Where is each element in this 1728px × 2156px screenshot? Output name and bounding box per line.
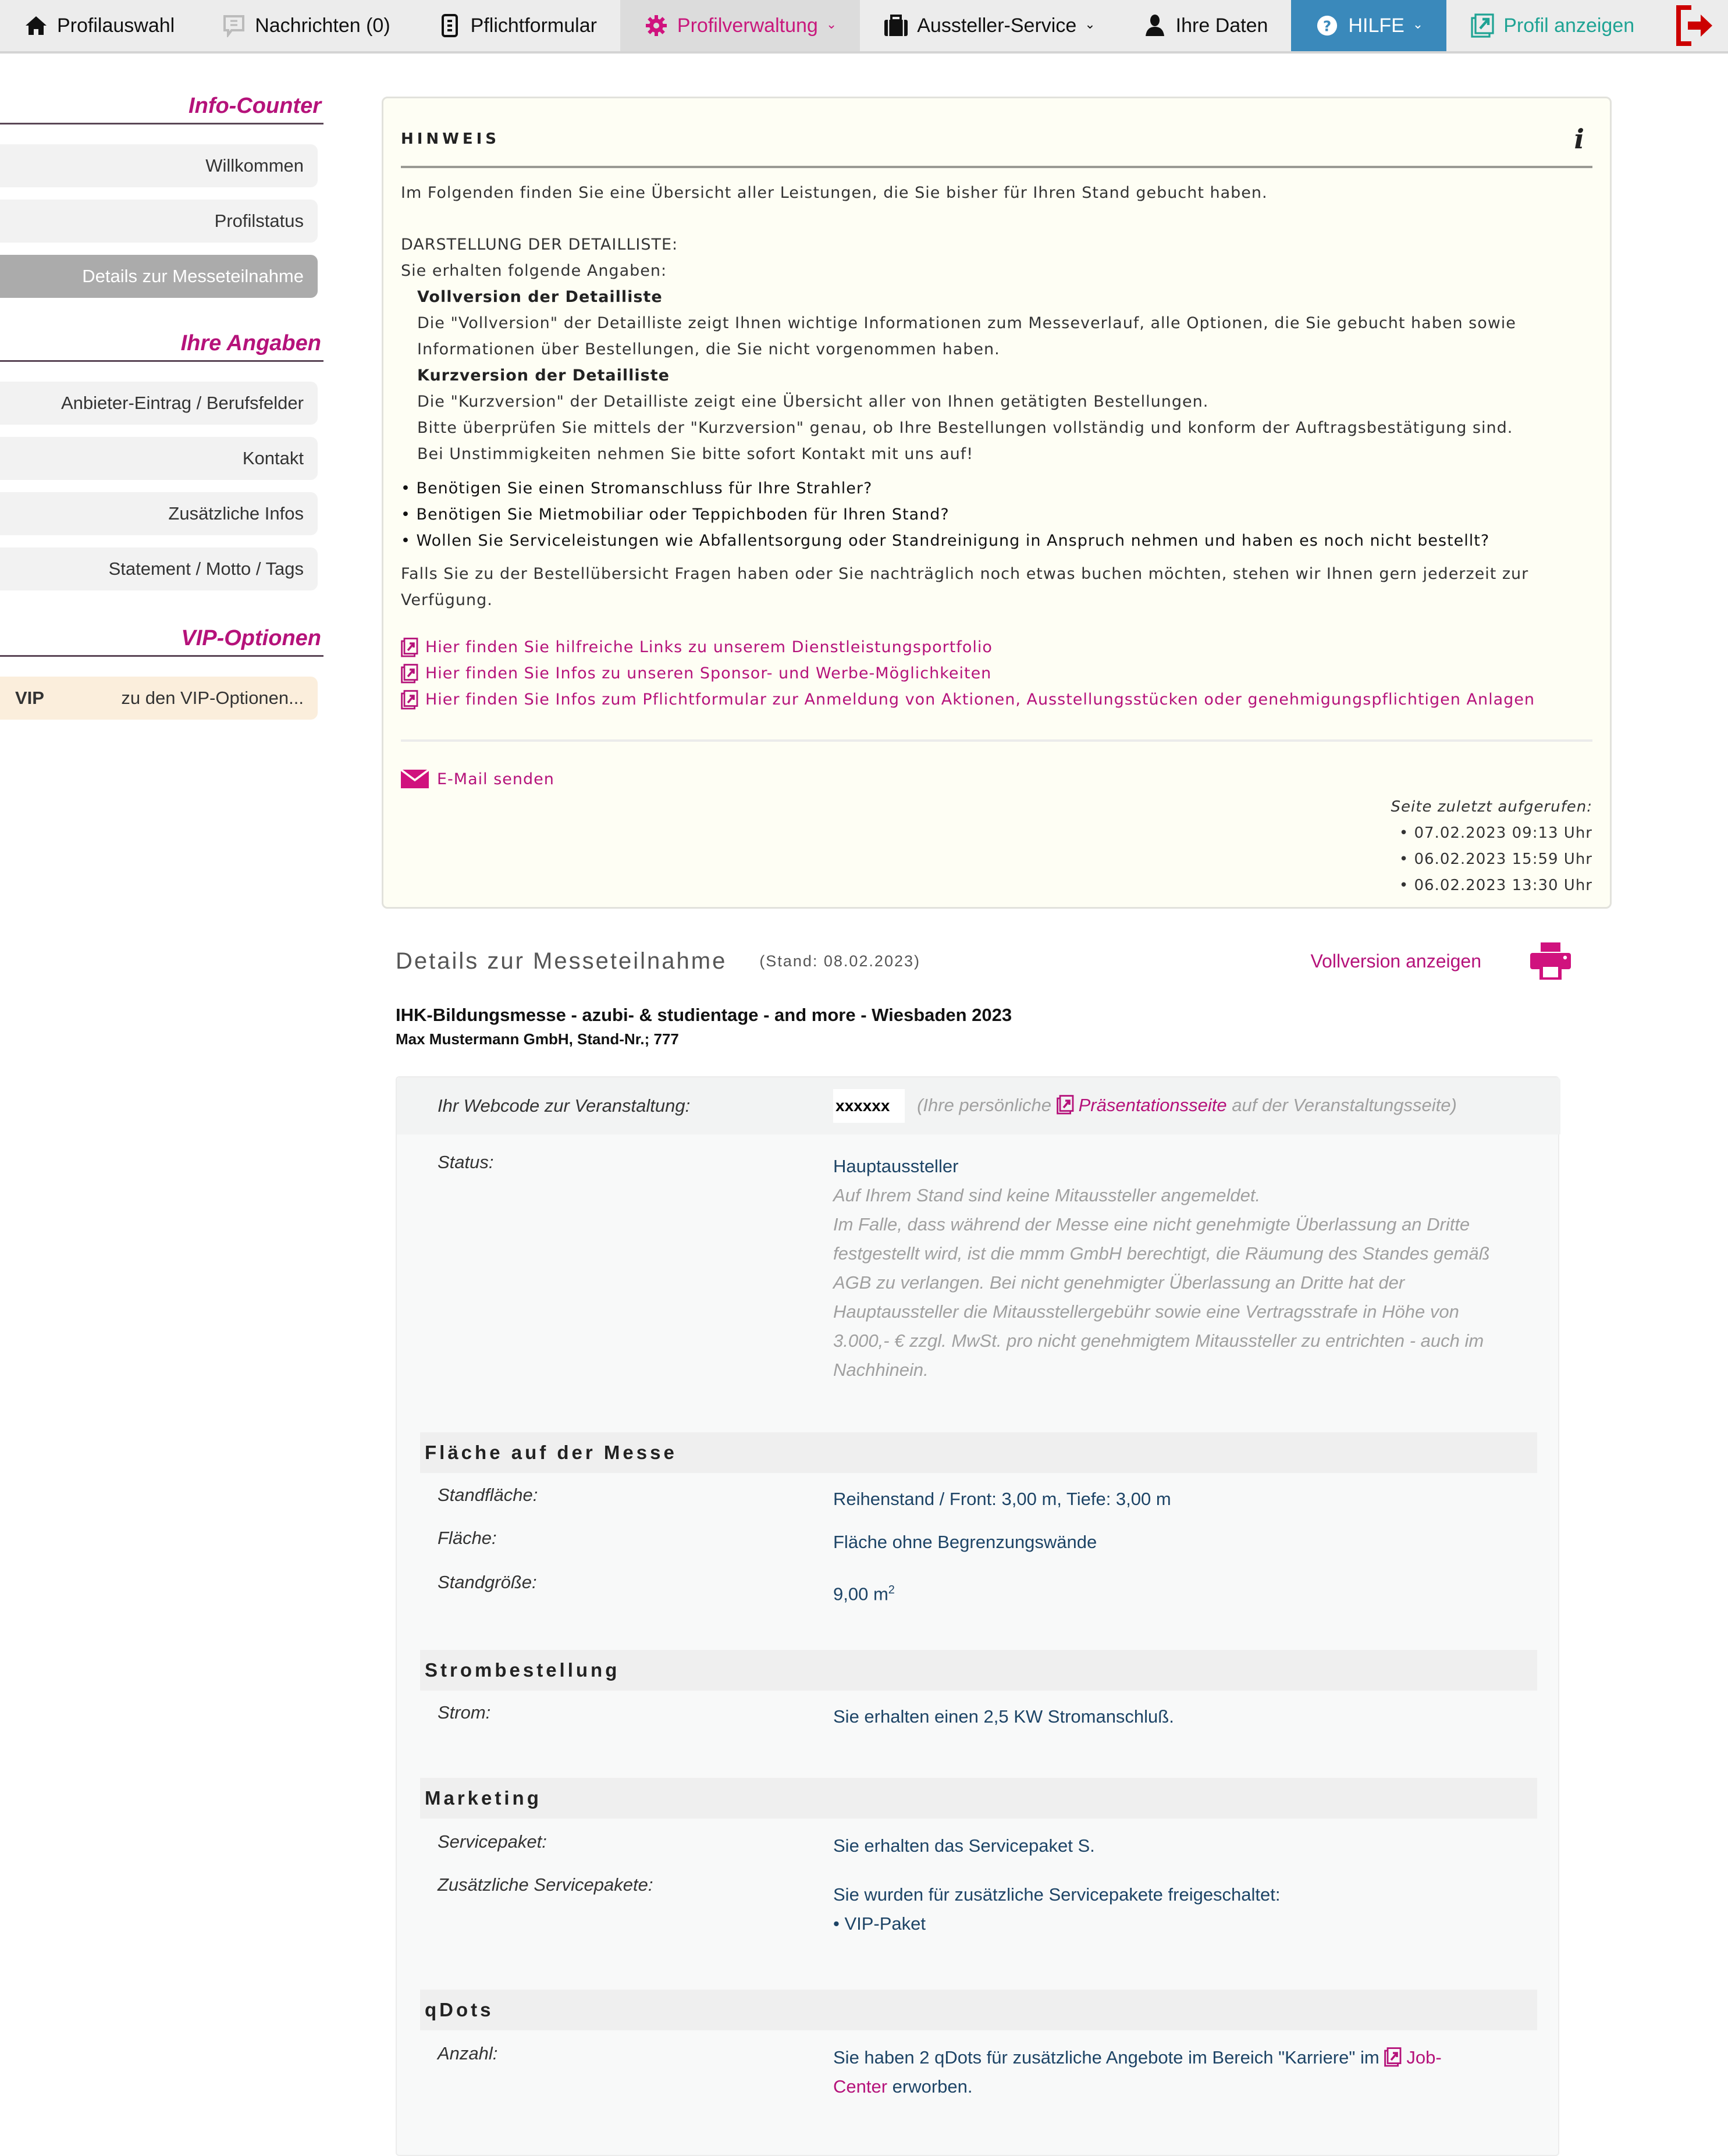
detail-row	[397, 1702, 1560, 1731]
row-value	[833, 1089, 1543, 1123]
webcode-row	[397, 1077, 1560, 1134]
row-value	[833, 1874, 1543, 1938]
praesentationsseite-link[interactable]: Präsentationsseite	[1078, 1095, 1227, 1115]
nav-label: Pflichtformular	[470, 14, 597, 37]
hint-section-sub: Sie erhalten folgende Angaben:	[401, 262, 667, 280]
superscript: 2	[888, 1584, 895, 1596]
last-visited-entry: • 06.02.2023 13:30 Uhr	[1399, 877, 1592, 894]
sidebar-item-label: Zusätzliche Infos	[168, 503, 304, 524]
status-note: Im Falle, dass während der Messe eine nicht genehmigte Überlassung an Dritte festgestellt wird, ist die mmm GmbH berechtigt, die Räumung des Standes gemäß AGB zu verlangen. Bei nicht genehmigter Überlassung an Dritte hat der Hauptaussteller die Mitausstellergebühr sowie eine Vertragsstrafe in Höhe von 3.000,- € zzgl. MwSt. pro nicht genehmigtem Mitaussteller zu entrichten - auch im Nachhinein.	[833, 1214, 1490, 1380]
section-heading-marketing: Marketing	[420, 1778, 1537, 1819]
nav-label: Profilverwaltung	[677, 14, 818, 37]
row-value	[833, 1152, 1543, 1385]
servicepaket-item: • VIP-Paket	[833, 1913, 926, 1934]
stand-date: (Stand: 08.02.2023)	[759, 952, 920, 970]
chevron-down-icon: ⌄	[1085, 17, 1096, 31]
row-label: Zusätzliche Servicepakete:	[438, 1874, 653, 1895]
link-label: Hier finden Sie Infos zu unseren Sponsor- und Werbe-Möglichkeiten	[425, 664, 992, 682]
row-label: Standgröße:	[438, 1572, 537, 1592]
job-center-link[interactable]: Job-Center	[833, 2047, 1442, 2097]
sidebar-item-anbieter-eintrag[interactable]	[0, 382, 318, 425]
sidebar-item-zusaetzliche-infos[interactable]	[0, 492, 318, 535]
svg-text:?: ?	[1323, 17, 1332, 35]
info-icon: i	[1574, 123, 1584, 155]
hint-bullets	[401, 475, 1592, 554]
nav-label: Aussteller-Service	[917, 14, 1077, 37]
logout-icon	[1675, 5, 1713, 46]
top-navigation	[0, 0, 1728, 54]
link-label: Hier finden Sie Infos zum Pflichtformular zur Anmeldung von Aktionen, Ausstellungsstücken oder genehmigungspflichtigen Anlagen	[425, 691, 1535, 709]
details-header	[396, 938, 1571, 984]
divider	[401, 739, 1592, 742]
sidebar-item-label: Willkommen	[205, 155, 304, 176]
detail-row	[397, 1485, 1560, 1514]
last-visited-entry: • 07.02.2023 09:13 Uhr	[1399, 824, 1592, 842]
nav-profil-anzeigen[interactable]	[1446, 0, 1658, 51]
status-value: Hauptaussteller	[833, 1156, 959, 1176]
sidebar-item-willkommen[interactable]	[0, 144, 318, 187]
row-value: Sie erhalten einen 2,5 KW Stromanschluß.	[833, 1706, 1174, 1727]
print-icon[interactable]	[1530, 942, 1571, 980]
row-label: Fläche:	[438, 1528, 497, 1548]
sidebar-group-ihre-angaben	[0, 325, 323, 590]
nav-aussteller-service[interactable]	[860, 0, 1118, 51]
sidebar-heading: Ihre Angaben	[0, 325, 323, 362]
servicepakete-text: Sie wurden für zusätzliche Servicepakete freigeschaltet:	[833, 1884, 1281, 1905]
hint-bullet: • Benötigen Sie Mietmobiliar oder Teppichboden für Ihren Stand?	[401, 501, 1592, 528]
external-link-icon	[401, 664, 418, 684]
link-dienstleistungsportfolio[interactable]	[401, 634, 1592, 660]
nav-profilauswahl[interactable]	[0, 0, 198, 51]
external-link-icon	[1384, 2047, 1402, 2066]
sidebar-item-statement[interactable]	[0, 547, 318, 590]
link-label: Hier finden Sie hilfreiche Links zu unserem Dienstleistungsportfolio	[425, 638, 993, 656]
nav-label: Profilauswahl	[57, 14, 175, 37]
hint-closing: Falls Sie zu der Bestellübersicht Fragen haben oder Sie nachträglich noch etwas buchen möchten, stehen wir Ihnen gern jederzeit zur	[401, 565, 1529, 583]
row-value: Fläche ohne Begrenzungswände	[833, 1532, 1097, 1552]
chevron-down-icon: ⌄	[826, 17, 837, 31]
qdots-text: Sie haben 2 qDots für zusätzliche Angebote im Bereich "Karriere" im	[833, 2047, 1379, 2068]
hint-title: HINWEIS	[401, 130, 500, 148]
envelope-icon	[401, 770, 429, 788]
section-heading-qdots: qDots	[420, 1990, 1537, 2030]
detail-row	[397, 1572, 1560, 1609]
question-circle-icon	[1314, 13, 1340, 38]
sidebar-heading: VIP-Optionen	[0, 620, 323, 657]
webcode-note: (Ihre persönliche	[917, 1095, 1051, 1115]
chat-bubble-icon	[221, 13, 247, 38]
row-value: Sie erhalten das Servicepaket S.	[833, 1835, 1095, 1856]
detail-row	[397, 1528, 1560, 1557]
detail-row	[397, 1831, 1560, 1860]
nav-label: Nachrichten (0)	[255, 14, 390, 37]
sidebar-item-label: zu den VIP-Optionen...	[121, 688, 304, 708]
external-link-icon	[401, 638, 418, 657]
section-heading-strom: Strombestellung	[420, 1650, 1537, 1691]
row-value	[833, 2043, 1485, 2101]
vip-badge: VIP	[15, 688, 44, 708]
status-row	[397, 1152, 1560, 1385]
section-heading-flaeche: Fläche auf der Messe	[420, 1432, 1537, 1473]
hint-header	[401, 112, 1592, 168]
chevron-down-icon: ⌄	[1412, 17, 1424, 31]
briefcase-icon	[883, 13, 909, 38]
logout-button[interactable]	[1658, 0, 1727, 51]
webcode-value: xxxxxx	[833, 1089, 905, 1123]
hint-short-text: Bei Unstimmigkeiten nehmen Sie bitte sofort Kontakt mit uns auf!	[417, 445, 974, 463]
sidebar-item-label: Profilstatus	[214, 211, 304, 231]
hint-short-text: Die "Kurzversion" der Detailliste zeigt eine Übersicht aller von Ihnen getätigten Bestellungen.	[417, 393, 1209, 411]
row-label: Anzahl:	[438, 2043, 498, 2064]
row-label: Strom:	[438, 1702, 491, 1723]
nav-hilfe[interactable]	[1291, 0, 1446, 51]
page-title: Details zur Messeteilnahme	[396, 948, 727, 974]
form-icon	[437, 13, 463, 38]
last-visited-entry: • 06.02.2023 15:59 Uhr	[1399, 851, 1592, 868]
link-sponsor-werbe[interactable]	[401, 660, 1592, 686]
sidebar-item-profilstatus[interactable]	[0, 200, 318, 243]
row-label: Standfläche:	[438, 1485, 538, 1505]
hint-closing: Verfügung.	[401, 591, 493, 609]
hint-section-heading: DARSTELLUNG DER DETAILLISTE:	[401, 236, 678, 254]
standgroesse-value: 9,00 m	[833, 1584, 888, 1604]
row-value: Reihenstand / Front: 3,00 m, Tiefe: 3,00 m	[833, 1489, 1171, 1509]
sidebar-group-vip-optionen	[0, 620, 323, 720]
nav-pflichtformular[interactable]	[414, 0, 620, 51]
email-send-link[interactable]	[401, 770, 1592, 788]
sidebar	[0, 87, 323, 753]
external-link-icon	[1470, 13, 1495, 38]
sidebar-heading: Info-Counter	[0, 87, 323, 124]
row-value	[833, 1572, 1543, 1609]
nav-label: Ihre Daten	[1175, 14, 1268, 37]
nav-ihre-daten[interactable]	[1119, 0, 1292, 51]
hint-full-text: Die "Vollversion" der Detailliste zeigt Ihnen wichtige Informationen zum Messeverlauf, alle Optionen, die Sie gebucht haben sowie	[417, 314, 1516, 332]
user-icon	[1142, 13, 1168, 38]
nav-profilverwaltung[interactable]	[620, 0, 860, 51]
external-link-icon	[1057, 1094, 1074, 1114]
details-panel	[396, 1076, 1559, 2156]
nav-nachrichten[interactable]	[198, 0, 413, 51]
webcode-note: auf der Veranstaltungsseite)	[1232, 1095, 1457, 1115]
hint-full-title: Vollversion der Detailliste	[417, 288, 663, 306]
row-label: Status:	[438, 1152, 494, 1172]
hint-box	[382, 97, 1612, 909]
row-label: Ihr Webcode zur Veranstaltung:	[438, 1095, 691, 1116]
hint-bullet: • Benötigen Sie einen Stromanschluss für Ihre Strahler?	[401, 475, 1592, 501]
full-version-link[interactable]: Vollversion anzeigen	[1310, 950, 1481, 972]
event-name: IHK-Bildungsmesse - azubi- & studientage - and more - Wiesbaden 2023	[396, 1005, 1012, 1025]
row-label: Servicepaket:	[438, 1831, 547, 1852]
sidebar-item-kontakt[interactable]	[0, 437, 318, 480]
sidebar-item-vip-optionen[interactable]	[0, 677, 318, 720]
hint-bullet: • Wollen Sie Serviceleistungen wie Abfallentsorgung oder Standreinigung in Anspruch nehmen und haben es noch nicht bestellt?	[401, 528, 1592, 554]
external-link-icon	[401, 690, 418, 710]
hint-full-text: Informationen über Bestellungen, die Sie nicht vorgenommen haben.	[417, 340, 1000, 358]
detail-row	[397, 1874, 1560, 1938]
sidebar-item-label: Details zur Messeteilnahme	[82, 266, 304, 286]
sidebar-item-details-messeteilnahme[interactable]	[0, 255, 318, 298]
home-icon	[23, 13, 49, 38]
detail-row	[397, 2043, 1560, 2101]
sidebar-item-label: Kontakt	[242, 448, 304, 468]
last-visited-label: Seite zuletzt aufgerufen:	[1391, 798, 1592, 816]
hint-body	[401, 168, 1592, 613]
hint-links	[401, 634, 1592, 713]
gear-icon	[643, 13, 669, 38]
sidebar-item-label: Statement / Motto / Tags	[108, 558, 304, 579]
company-stand: Max Mustermann GmbH, Stand-Nr.; 777	[396, 1030, 679, 1048]
last-visited	[401, 794, 1592, 899]
sidebar-group-info-counter	[0, 87, 323, 298]
nav-label: HILFE	[1348, 14, 1405, 37]
hint-intro: Im Folgenden finden Sie eine Übersicht aller Leistungen, die Sie bisher für Ihren Stand gebucht haben.	[401, 184, 1268, 202]
sidebar-item-label: Anbieter-Eintrag / Berufsfelder	[61, 393, 304, 413]
nav-label: Profil anzeigen	[1503, 14, 1635, 37]
email-label: E-Mail senden	[437, 770, 554, 788]
qdots-text: erworben.	[892, 2076, 973, 2097]
hint-short-text: Bitte überprüfen Sie mittels der "Kurzversion" genau, ob Ihre Bestellungen vollständig und konform der Auftragsbestätigung sind.	[417, 419, 1513, 437]
link-pflichtformular-info[interactable]	[401, 686, 1592, 713]
status-note: Auf Ihrem Stand sind keine Mitaussteller angemeldet.	[833, 1185, 1261, 1205]
hint-short-title: Kurzversion der Detailliste	[417, 367, 670, 385]
